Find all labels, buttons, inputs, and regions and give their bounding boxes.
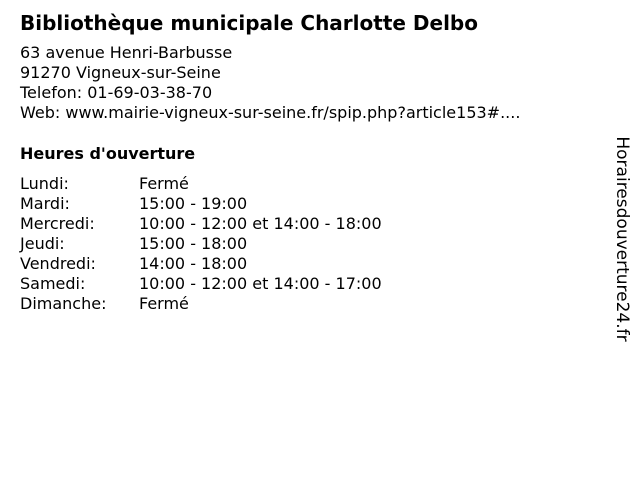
time-value: Fermé: [139, 294, 189, 313]
day-label: Lundi:: [20, 174, 69, 193]
phone-number: Telefon: 01-69-03-38-70: [20, 83, 213, 102]
library-title: Bibliothèque municipale Charlotte Delbo: [20, 11, 478, 35]
hours-row-mercredi: [20, 214, 382, 234]
day-label: Dimanche:: [20, 294, 107, 313]
hours-row-lundi: [20, 174, 382, 194]
website-link[interactable]: Web: www.mairie-vigneux-sur-seine.fr/spip.php?article153#....: [20, 103, 521, 122]
day-label: Jeudi:: [20, 234, 65, 253]
day-label: Mercredi:: [20, 214, 95, 233]
time-value: 15:00 - 18:00: [139, 234, 248, 253]
day-label: Samedi:: [20, 274, 86, 293]
time-value: 10:00 - 12:00 et 14:00 - 17:00: [139, 274, 382, 293]
time-value: 14:00 - 18:00: [139, 254, 248, 273]
time-value: 15:00 - 19:00: [139, 194, 248, 213]
address-block: [20, 43, 520, 123]
time-value: 10:00 - 12:00 et 14:00 - 18:00: [139, 214, 382, 233]
hours-heading: Heures d'ouverture: [20, 144, 196, 163]
hours-row-vendredi: [20, 254, 382, 274]
watermark-text: Horairesdouverture24.fr: [612, 136, 632, 342]
hours-row-samedi: [20, 274, 382, 294]
site-watermark: [607, 134, 637, 344]
hours-row-dimanche: [20, 294, 382, 314]
hours-row-mardi: [20, 194, 382, 214]
hours-row-jeudi: [20, 234, 382, 254]
day-label: Vendredi:: [20, 254, 96, 273]
time-value: Fermé: [139, 174, 189, 193]
street-address: 63 avenue Henri-Barbusse: [20, 43, 233, 62]
day-label: Mardi:: [20, 194, 70, 213]
hours-table: [20, 174, 382, 314]
city-address: 91270 Vigneux-sur-Seine: [20, 63, 221, 82]
